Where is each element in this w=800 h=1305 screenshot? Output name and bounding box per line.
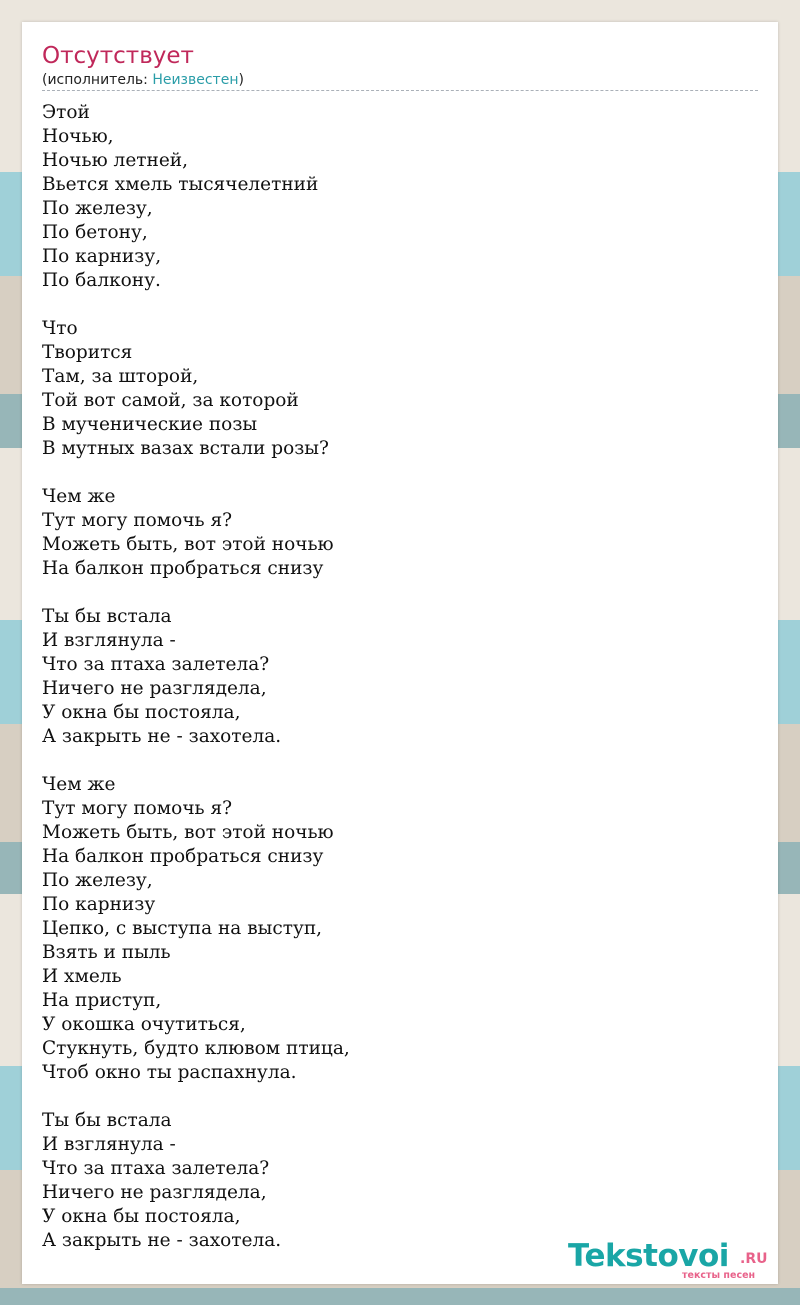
lyrics-line: И взглянула - <box>42 630 176 651</box>
lyrics-line: На балкон пробраться снизу <box>42 846 324 867</box>
lyrics-line: Ты бы встала <box>42 606 172 627</box>
lyrics-line: Ночью, <box>42 126 114 147</box>
lyrics-line: Можеть быть, вот этой ночью <box>42 822 334 843</box>
lyrics-line: Тут могу помочь я? <box>42 798 233 819</box>
lyrics-line: В мученические позы <box>42 414 258 435</box>
lyrics-line: Что <box>42 318 78 339</box>
lyrics-line: Взять и пыль <box>42 942 171 963</box>
lyrics-line: Там, за шторой, <box>42 366 199 387</box>
lyrics-line: Стукнуть, будто клювом птица, <box>42 1038 350 1059</box>
lyrics-line: Вьется хмель тысячелетний <box>42 174 319 195</box>
artist-prefix: (исполнитель: <box>42 72 153 88</box>
lyrics-line: Чем же <box>42 486 116 507</box>
lyrics-line: По карнизу <box>42 894 156 915</box>
lyrics-card <box>22 22 778 1284</box>
lyrics-line: В мутных вазах встали розы? <box>42 438 329 459</box>
lyrics-line: И взглянула - <box>42 1134 176 1155</box>
song-title: Отсутствует <box>42 43 194 69</box>
lyrics-line: А закрыть не - захотела. <box>42 1230 282 1251</box>
lyrics-line: Ты бы встала <box>42 1110 172 1131</box>
lyrics-line: Ночью летней, <box>42 150 188 171</box>
lyrics-line: На приступ, <box>42 990 162 1011</box>
lyrics-line: Цепко, с выступа на выступ, <box>42 918 323 939</box>
lyrics-line: Тут могу помочь я? <box>42 510 233 531</box>
logo-tagline: тексты песен <box>682 1270 756 1281</box>
lyrics-line: Этой <box>42 102 90 123</box>
lyrics-line: У окошка очутиться, <box>42 1014 246 1035</box>
logo-wordmark: Tekstovoi <box>568 1238 729 1274</box>
lyrics-line: Чем же <box>42 774 116 795</box>
lyrics-stanza <box>42 1109 350 1253</box>
lyrics-line: У окна бы постояла, <box>42 702 241 723</box>
lyrics-stanza <box>42 605 350 749</box>
lyrics-line: Что за птаха залетела? <box>42 1158 270 1179</box>
lyrics-line: По бетону, <box>42 222 148 243</box>
lyrics-line: Той вот самой, за которой <box>42 390 299 411</box>
lyrics-line: Что за птаха залетела? <box>42 654 270 675</box>
lyrics-line: Ничего не разглядела, <box>42 678 267 699</box>
lyrics-line: Творится <box>42 342 133 363</box>
logo-domain: .RU <box>740 1251 768 1267</box>
artist-suffix: ) <box>238 72 244 88</box>
lyrics-stanza <box>42 101 350 293</box>
lyrics-line: Ничего не разглядела, <box>42 1182 267 1203</box>
lyrics-line: У окна бы постояла, <box>42 1206 241 1227</box>
artist-line <box>42 71 244 89</box>
lyrics-line: А закрыть не - захотела. <box>42 726 282 747</box>
lyrics-line: На балкон пробраться снизу <box>42 558 324 579</box>
lyrics-body <box>42 101 350 1277</box>
lyrics-stanza <box>42 317 350 461</box>
artist-link[interactable]: Неизвестен <box>152 72 239 88</box>
lyrics-stanza <box>42 485 350 581</box>
lyrics-line: По балкону. <box>42 270 161 291</box>
lyrics-line: По железу, <box>42 870 153 891</box>
lyrics-stanza <box>42 773 350 1085</box>
lyrics-line: По железу, <box>42 198 153 219</box>
title-divider <box>42 90 758 91</box>
stripe-teal <box>0 1288 800 1305</box>
lyrics-line: По карнизу, <box>42 246 162 267</box>
site-logo[interactable] <box>568 1238 778 1284</box>
lyrics-line: Можеть быть, вот этой ночью <box>42 534 334 555</box>
lyrics-line: Чтоб окно ты распахнула. <box>42 1062 297 1083</box>
lyrics-line: И хмель <box>42 966 122 987</box>
